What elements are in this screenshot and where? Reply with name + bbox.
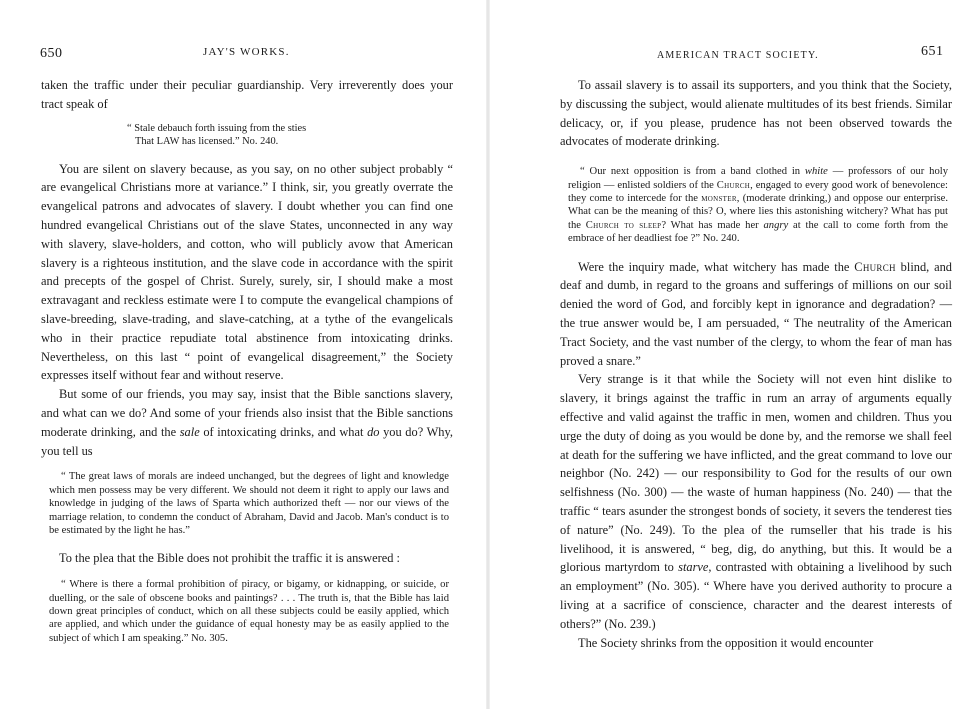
running-head: AMERICAN TRACT SOCIETY.	[657, 50, 819, 61]
paragraph: To assail slavery is to assail its supporters, and you think that the Society, by discussing the subject, would alienate multitudes of its best friends. Similar delicacy, or, if you please, prudence has not been observed towards the advocates of moderate drinking.	[560, 78, 952, 149]
text-column	[560, 76, 952, 652]
text-run: “ Our next opposition is from a band clothed in	[580, 166, 805, 178]
left-page	[0, 0, 488, 709]
text-run: — professors of our holy religion — enlisted soldiers of the	[568, 166, 948, 191]
text-run: Very strange is it that while the Society will not even hint dislike to slavery, it brings against the traffic in rum an array of arguments equally effective and valid against the traffic in men, women and children. Thus you urge the duty of doing as you would be done by, and the remorse we shall feel at death for the suffering we have inflicted, and the great command to love our neighbor (No. 242) — our responsibility to God for the results of our own selfishness (No. 300) — the waste of human happiness (No. 240) — that the traffic “ tears asunder the strongest bonds of society, it severs the tenderest ties of nature” (No. 249). To the plea of the rumseller that his trade is his livelihood, it is answered, “ beg, dig, do anything, but this. It would be a glorious martyrdom to	[560, 372, 952, 575]
small-caps-text: monster	[701, 193, 737, 204]
paragraph: The Society shrinks from the opposition it would encounter	[578, 635, 874, 650]
text-run: at the call to come forth from the embrace of her deadliest foe ?” No. 240.	[568, 219, 949, 245]
small-caps-text: Church to sleep	[585, 219, 662, 231]
paragraph	[560, 258, 952, 371]
text-column	[41, 76, 453, 657]
block-quotation: “ The great laws of morals are indeed unchanged, but the degrees of light and knowledge which men possess may be very different. We should not deem it right to apply our laws and knowledge in judging of the laws of Sparta which authorized theft — nor our views of the marriage relation, to condemn the conduct of Abraham, David and Jacob. Man's conduct is to be estimated by the light he has.”	[49, 471, 449, 536]
paragraph	[41, 385, 453, 460]
page-number: 651	[921, 44, 944, 59]
text-run: , engaged to every good work of benevolence: they come to intercede for the	[568, 179, 949, 204]
right-page	[490, 0, 980, 709]
text-run: But some of our friends, you may say, insist that the Bible sanctions slavery, and what can we do? And some of your friends also insist that the Bible sanctions moderate drinking, and the	[41, 387, 453, 439]
paragraph: taken the traffic under their peculiar guardianship. Very irreverently does your tract speak of	[41, 78, 453, 111]
text-run: of intoxicating drinks, and what	[199, 424, 368, 439]
italic-text: sale	[179, 424, 200, 439]
text-run: ? What has made her	[661, 219, 764, 231]
block-quotation	[568, 165, 948, 245]
italic-text: angry	[763, 219, 789, 231]
italic-text: white	[804, 166, 828, 178]
verse-line: That LAW has licensed.” No. 240.	[135, 135, 279, 147]
verse-line: “ Stale debauch forth issuing from the sties	[127, 122, 307, 134]
small-caps-text: Church	[716, 179, 751, 191]
italic-text: starve	[678, 560, 709, 575]
text-run: , (moderate drinking,) and oppose our enterprise. What can be the meaning of this? O, where lies this astonishing witchery? What has put the	[568, 193, 948, 231]
text-run: , contrasted with obtaining a livelihood by such an employment” (No. 305). “ Where have you derived authority to procure a living at a sacrifice of conscience, character and the dearest interests of others?” (No. 239.)	[560, 560, 952, 631]
text-run: you do? Why, you tell us	[41, 424, 453, 458]
text-run: Were the inquiry made, what witchery has made the	[578, 259, 855, 274]
running-head: JAY'S WORKS.	[203, 46, 290, 58]
paragraph: To the plea that the Bible does not prohibit the traffic it is answered :	[59, 551, 400, 566]
paragraph	[560, 370, 952, 633]
text-run: blind, and deaf and dumb, in regard to the groans and sufferings of millions on our soil denied the word of God, and forcibly kept in ignorance and degradation? — the true answer would be, I am persuaded, “ The neutrality of the American Tract Society, and the vast number of the clergy, to whom the fear of man has proved a snare.”	[560, 259, 952, 368]
verse-quotation	[127, 122, 453, 148]
small-caps-text: Church	[854, 259, 896, 274]
page-number: 650	[40, 46, 63, 61]
italic-text: do	[367, 424, 380, 439]
block-quotation: “ Where is there a formal prohibition of piracy, or bigamy, or kidnapping, or suicide, or duelling, or the sale of obscene books and paintings? . . . The truth is, that the Bible has laid down great principles of conduct, which on all these subjects could be easily applied, which are applied, and which under the guidance of equal honesty may be as easily applied to the subject of which I am speaking.” No. 305.	[49, 579, 449, 644]
paragraph: You are silent on slavery because, as you say, on no other subject probably “ are evangelical Christians more at variance.” I think, sir, you greatly overrate the evangelical patrons and advocates of slavery. I doubt whether you can find one hundred evangelical Christians out of the slave States, unconnected in any way with slavery, slave-holders, and cotton, who will publicly avow that American slavery is a righteous institution, and the slave code in accordance with the spirit and precepts of the gospel of Christ. Surely, surely, sir, I should make a most extravagant and reckless estimate were I to compute the evangelical champions of slave-breeding, slave-trading, and slave-catching, at a tythe of the evangelicals who in their practice repudiate total abstinence from intoxicating drinks. Nevertheless, on this last “ point of evangelical disagreement,” the Society expresses itself without fear and without reserve.	[41, 161, 453, 383]
